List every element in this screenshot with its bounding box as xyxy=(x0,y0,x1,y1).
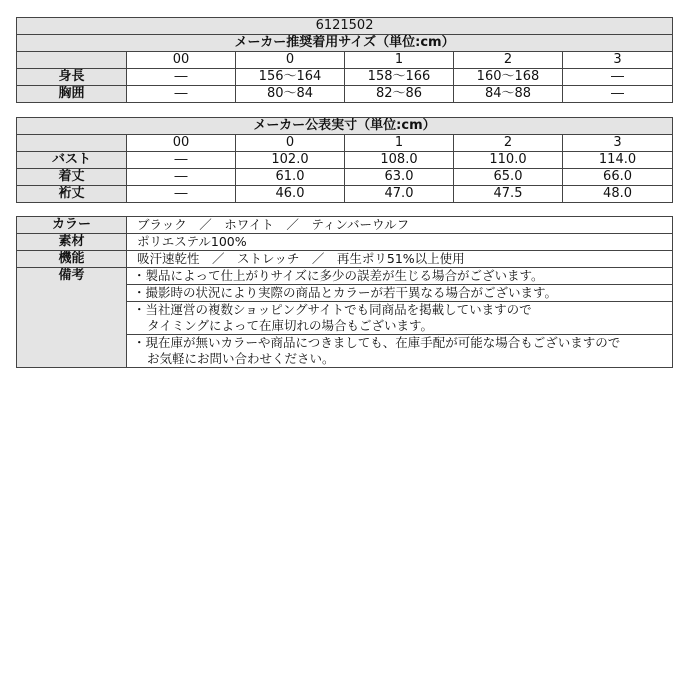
table-row xyxy=(17,217,673,234)
table-row xyxy=(17,186,673,203)
note-item xyxy=(127,302,673,335)
spec-value-function: 吸汗速乾性 ／ ストレッチ ／ 再生ポリ51%以上使用 xyxy=(127,251,673,268)
table-cell: ― xyxy=(563,69,673,86)
table-cell: ― xyxy=(127,169,236,186)
spec-label-color: カラー xyxy=(17,217,127,234)
table-cell: 65.0 xyxy=(454,169,563,186)
table-cell: ― xyxy=(127,69,236,86)
note-line: お気軽にお問い合わせください。 xyxy=(147,351,335,366)
note-line: タイミングによって在庫切れの場合もございます。 xyxy=(147,318,434,333)
spec-label-material: 素材 xyxy=(17,234,127,251)
table-cell: ― xyxy=(563,86,673,103)
size-header: 00 xyxy=(127,52,236,69)
size-header: 0 xyxy=(236,52,345,69)
table-row xyxy=(17,69,673,86)
size-header: 1 xyxy=(345,135,454,152)
table-row xyxy=(17,234,673,251)
table-row xyxy=(17,251,673,268)
table-cell: 47.5 xyxy=(454,186,563,203)
note-item: ・撮影時の状況により実際の商品とカラーが若干異なる場合がございます。 xyxy=(127,285,673,302)
row-label-sleeve: 裄丈 xyxy=(17,186,127,203)
table-cell: 114.0 xyxy=(563,152,673,169)
table-cell: 66.0 xyxy=(563,169,673,186)
table-cell: 63.0 xyxy=(345,169,454,186)
recommended-size-table xyxy=(16,17,673,103)
table-cell: 48.0 xyxy=(563,186,673,203)
actual-size-table xyxy=(16,117,673,203)
table-cell: 47.0 xyxy=(345,186,454,203)
spec-label-function: 機能 xyxy=(17,251,127,268)
spec-table xyxy=(16,216,673,368)
table-cell: 156〜164 xyxy=(236,69,345,86)
table-cell: 102.0 xyxy=(236,152,345,169)
table-cell: 46.0 xyxy=(236,186,345,203)
size-header: 2 xyxy=(454,135,563,152)
table-cell: 82〜86 xyxy=(345,86,454,103)
table-row xyxy=(17,268,673,285)
table-row xyxy=(17,86,673,103)
table-cell: 158〜166 xyxy=(345,69,454,86)
actual-size-title: メーカー公表実寸（単位:cm） xyxy=(17,118,673,135)
row-label-chest: 胸囲 xyxy=(17,86,127,103)
table-row xyxy=(17,169,673,186)
size-header: 3 xyxy=(563,135,673,152)
product-code: 6121502 xyxy=(17,18,673,35)
note-line: ・現在庫が無いカラーや商品につきましても、在庫手配が可能な場合もございますので xyxy=(133,335,621,350)
table-cell: 61.0 xyxy=(236,169,345,186)
corner-cell xyxy=(17,52,127,69)
table-cell: 160〜168 xyxy=(454,69,563,86)
note-line: ・当社運営の複数ショッピングサイトでも同商品を掲載していますので xyxy=(133,302,532,317)
size-header: 3 xyxy=(563,52,673,69)
note-item xyxy=(127,335,673,368)
table-cell: 84〜88 xyxy=(454,86,563,103)
spec-value-material: ポリエステル100% xyxy=(127,234,673,251)
recommended-size-title: メーカー推奨着用サイズ（単位:cm） xyxy=(17,35,673,52)
size-header: 00 xyxy=(127,135,236,152)
size-header: 2 xyxy=(454,52,563,69)
row-label-length: 着丈 xyxy=(17,169,127,186)
size-header: 1 xyxy=(345,52,454,69)
table-cell: 110.0 xyxy=(454,152,563,169)
table-cell: 80〜84 xyxy=(236,86,345,103)
table-cell: ― xyxy=(127,86,236,103)
table-row xyxy=(17,152,673,169)
spec-value-color: ブラック ／ ホワイト ／ ティンバーウルフ xyxy=(127,217,673,234)
corner-cell xyxy=(17,135,127,152)
row-label-bust: バスト xyxy=(17,152,127,169)
table-cell: 108.0 xyxy=(345,152,454,169)
note-item: ・製品によって仕上がりサイズに多少の誤差が生じる場合がございます。 xyxy=(127,268,673,285)
spec-label-notes: 備考 xyxy=(17,268,127,368)
row-label-height: 身長 xyxy=(17,69,127,86)
table-cell: ― xyxy=(127,186,236,203)
size-header: 0 xyxy=(236,135,345,152)
table-cell: ― xyxy=(127,152,236,169)
